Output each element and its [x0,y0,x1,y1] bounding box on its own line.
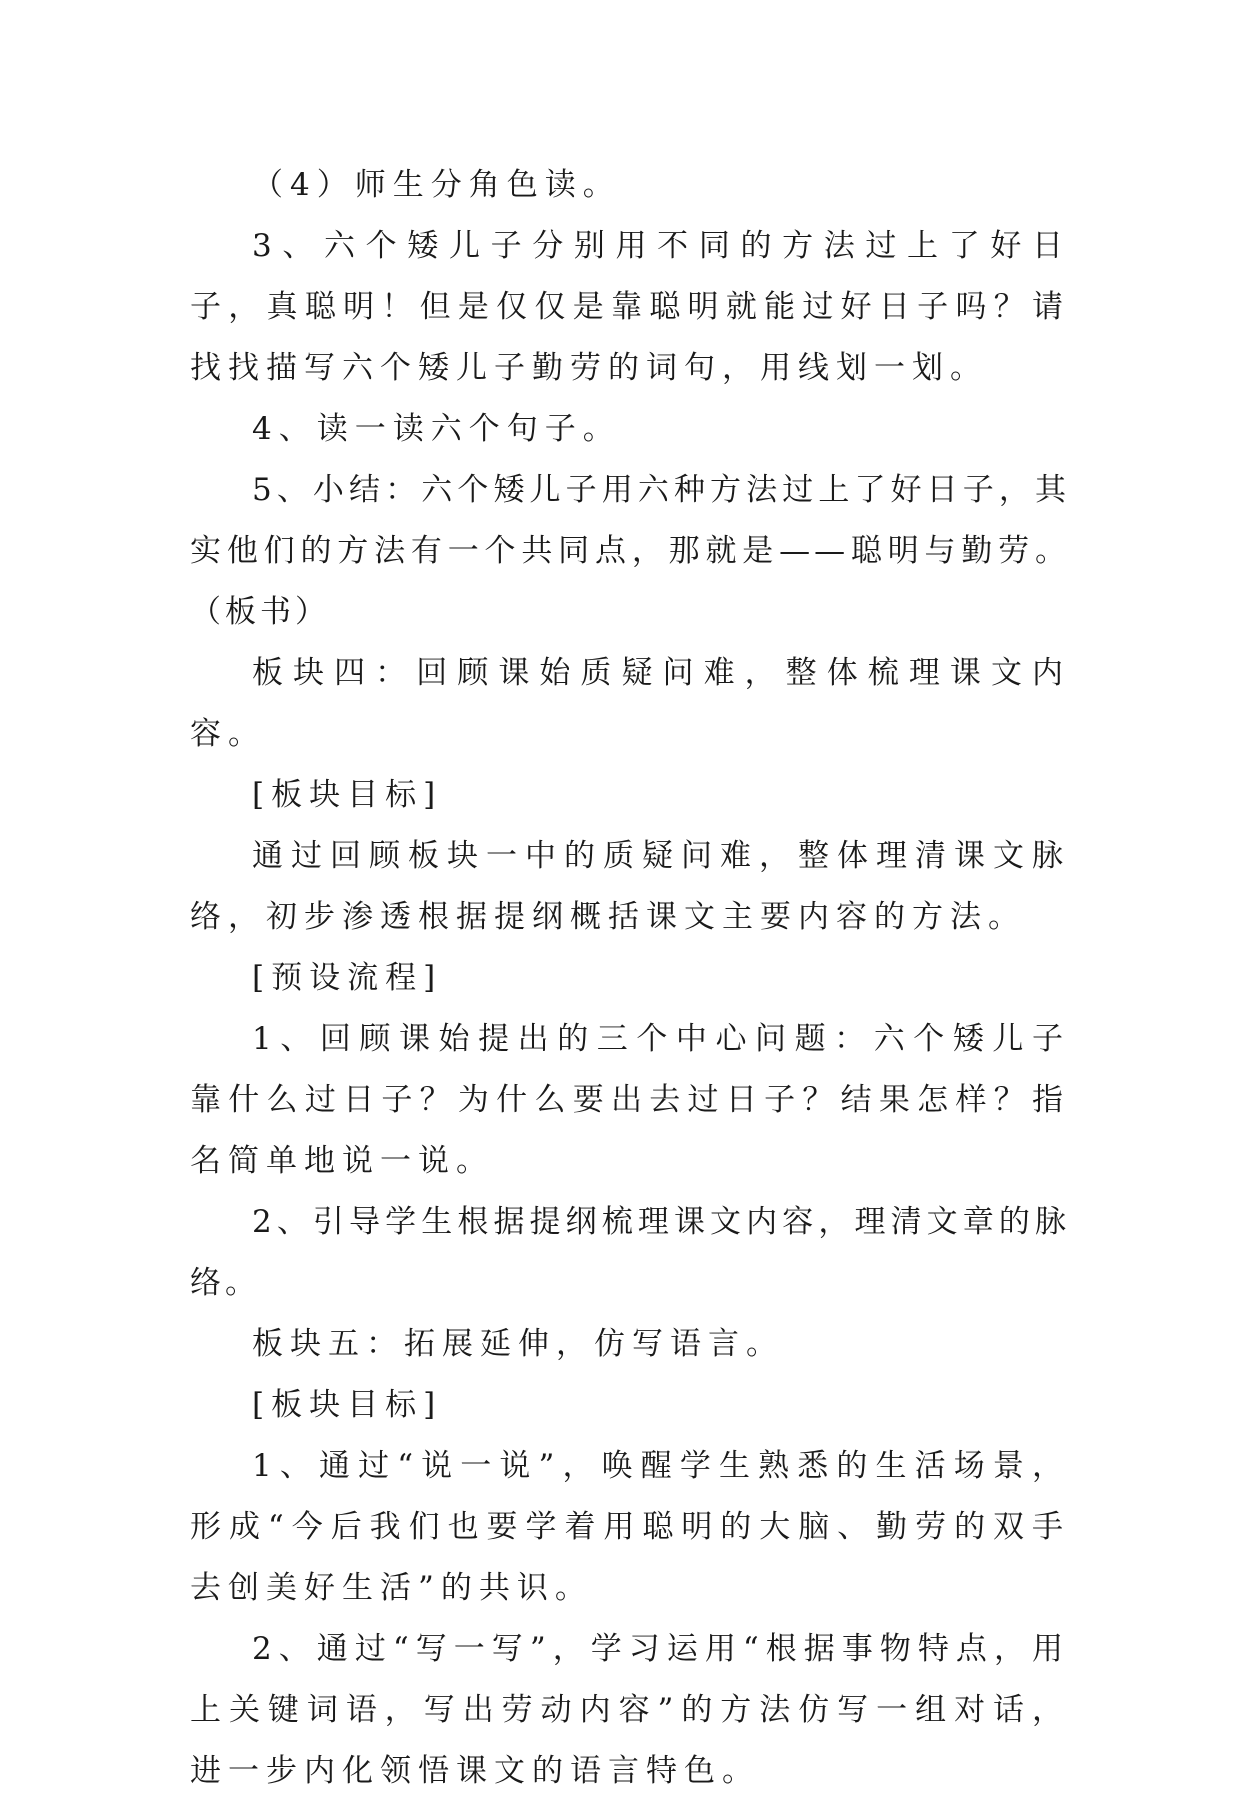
paragraph-block-4-goal: 通过回顾板块一中的质疑问难，整体理清课文脉络，初步渗透根据提纲概括课文主要内容的方法。 [190,838,1070,935]
paragraph-process-step-1: 1、回顾课始提出的三个中心问题：六个矮儿子靠什么过日子？为什么要出去过日子？结果怎样？指名简单地说一说。 [190,1021,1070,1179]
section-heading-block-4: 板块四：回顾课始质疑问难，整体梳理课文内容。 [190,655,1070,752]
label-block-goal: [板块目标] [252,777,443,813]
paragraph-step-3: 3、六个矮儿子分别用不同的方法过上了好日子，真聪明！但是仅仅是靠聪明就能过好日子吗？请找找描写六个矮儿子勤劳的词句，用线划一划。 [190,228,1070,386]
label-preset-process: [预设流程] [252,960,443,996]
section-heading-block-5: 板块五：拓展延伸，仿写语言。 [252,1326,784,1362]
paragraph-goal-5-item-1: 1、通过“说一说”，唤醒学生熟悉的生活场景，形成“今后我们也要学着用聪明的大脑、勤劳的双手去创美好生活”的共识。 [190,1448,1070,1606]
paragraph-step-5-summary: 5、小结：六个矮儿子用六种方法过上了好日子，其实他们的方法有一个共同点，那就是——聪明与勤劳。（板书） [190,472,1070,630]
paragraph-role-reading: （4）师生分角色读。 [252,167,621,203]
paragraph-step-4: 4、读一读六个句子。 [252,411,621,447]
document-body [190,155,1070,1802]
label-block-goal-5: [板块目标] [252,1387,443,1423]
paragraph-goal-5-item-2: 2、通过“写一写”，学习运用“根据事物特点，用上关键词语，写出劳动内容”的方法仿写一组对话，进一步内化领悟课文的语言特色。 [190,1631,1070,1789]
paragraph-process-step-2: 2、引导学生根据提纲梳理课文内容，理清文章的脉络。 [190,1204,1070,1301]
